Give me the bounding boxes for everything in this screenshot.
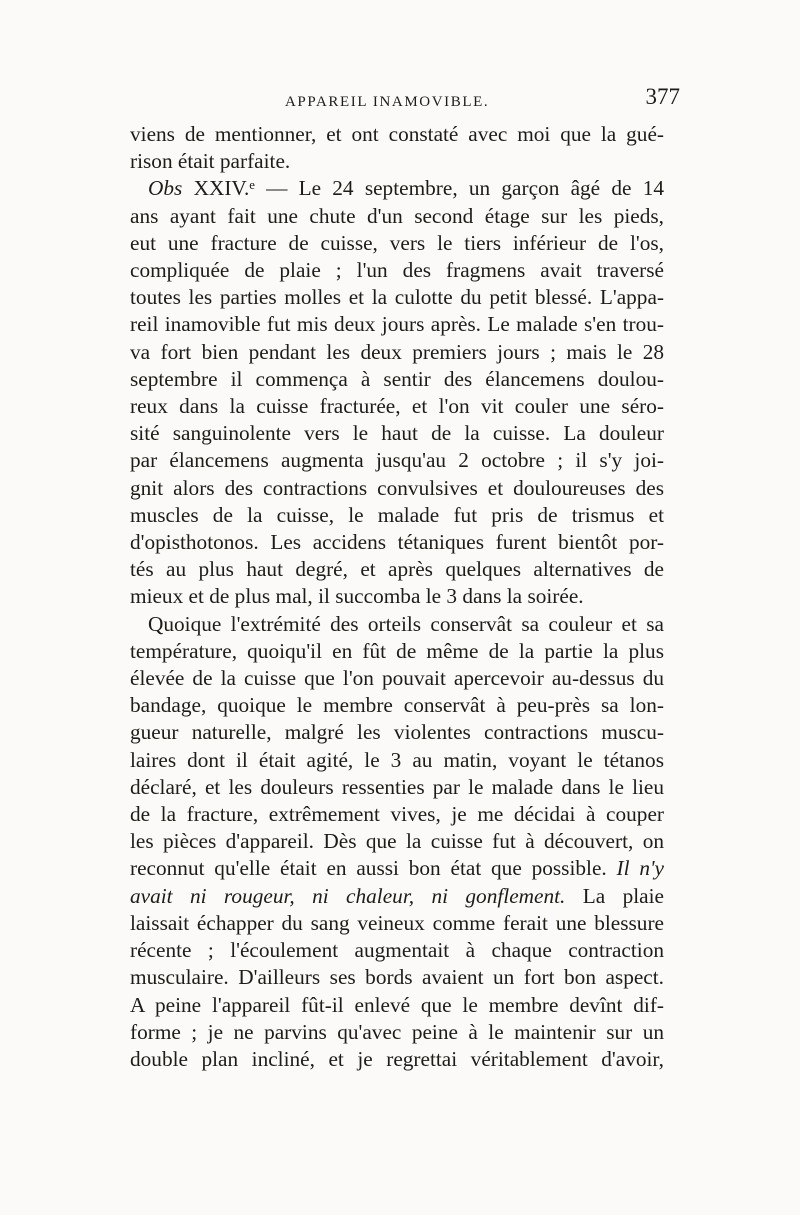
text-line: double plan incliné, et je regrettai véritablement d'avoir,: [130, 1046, 664, 1071]
text-line: élevée de la cuisse que l'on pouvait apercevoir au-dessus du: [130, 666, 664, 691]
text-line: tés au plus haut degré, et après quelques alternatives de: [130, 557, 664, 582]
text-line: muscles de la cuisse, le malade fut pris de trismus et: [130, 502, 664, 527]
text-line: ans ayant fait une chute d'un second étage sur les pieds,: [130, 203, 664, 228]
page-number: 377: [645, 84, 680, 109]
mixed-italic-line: [130, 883, 664, 910]
text-line: sité sanguinolente vers le haut de la cuisse. La douleur: [130, 421, 664, 446]
text-line: récente ; l'écoulement augmentait à chaque contraction: [130, 938, 664, 963]
page-body: [130, 121, 664, 1073]
text-fragment: reconnut qu'elle était en aussi bon état que possible.: [130, 856, 617, 881]
text-line: laires dont il était agité, le 3 au matin, voyant le tétanos: [130, 747, 664, 772]
observation-number: XXIV.ᵉ: [193, 176, 255, 201]
text-line: température, quoiqu'il en fût de même de la partie la plus: [130, 638, 664, 663]
italic-fragment: avait ni rougeur, ni chaleur, ni gonflement.: [130, 883, 566, 908]
text-line: reux dans la cuisse fracturée, et l'on vit couler une séro-: [130, 394, 664, 419]
text-line: laissait échapper du sang veineux comme ferait une blessure: [130, 910, 664, 935]
text-line: toutes les parties molles et la culotte du petit blessé. L'appa-: [130, 285, 664, 310]
running-title: APPAREIL INAMOVIBLE.: [285, 94, 490, 110]
text-line: les pièces d'appareil. Dès que la cuisse fut à découvert, on: [130, 829, 664, 854]
text-line: forme ; je ne parvins qu'avec peine à le maintenir sur un: [130, 1019, 664, 1044]
text-line: bandage, quoique le membre conservât à peu-près sa lon-: [130, 693, 664, 718]
text-line: musculaire. D'ailleurs ses bords avaient un fort bon aspect.: [130, 965, 664, 990]
text-line: d'opisthotonos. Les accidens tétaniques furent bientôt por-: [130, 530, 664, 555]
observation-label: Obs: [148, 176, 183, 201]
text-line: septembre il commença à sentir des élancemens doulou-: [130, 366, 664, 391]
text-line: de la fracture, extrêmement vives, je me décidai à couper: [130, 802, 664, 827]
text-fragment: La plaie: [565, 883, 664, 908]
text-line: mieux et de plus mal, il succomba le 3 dans la soirée.: [130, 584, 584, 609]
text-line: Quoique l'extrémité des orteils conservât sa couleur et sa: [148, 611, 664, 636]
text-line: rison était parfaite.: [130, 149, 291, 174]
page-header: [130, 84, 680, 116]
text-line: compliquée de plaie ; l'un des fragmens avait traversé: [130, 258, 664, 283]
text-line: eut une fracture de cuisse, vers le tiers inférieur de l'os,: [130, 230, 664, 255]
text-line: gnit alors des contractions convulsives et douloureuses des: [130, 475, 664, 500]
observation-heading-line: [130, 175, 664, 202]
text-line: viens de mentionner, et ont constaté avec moi que la gué-: [130, 122, 664, 146]
text-fragment: — Le 24 septembre, un garçon âgé de 14: [254, 176, 664, 201]
text-line: reil inamovible fut mis deux jours après. Le malade s'en trou-: [130, 312, 664, 337]
text-line: déclaré, et les douleurs ressenties par le malade dans le lieu: [130, 774, 664, 799]
text-line: va fort bien pendant les deux premiers jours ; mais le 28: [130, 339, 664, 364]
mixed-italic-line: [130, 855, 664, 882]
text-line: gueur naturelle, malgré les violentes contractions muscu-: [130, 720, 664, 745]
text-line: par élancemens augmenta jusqu'au 2 octobre ; il s'y joi-: [130, 448, 664, 473]
italic-fragment: Il n'y: [616, 856, 664, 881]
text-line: A peine l'appareil fût-il enlevé que le membre devînt dif-: [130, 992, 664, 1017]
